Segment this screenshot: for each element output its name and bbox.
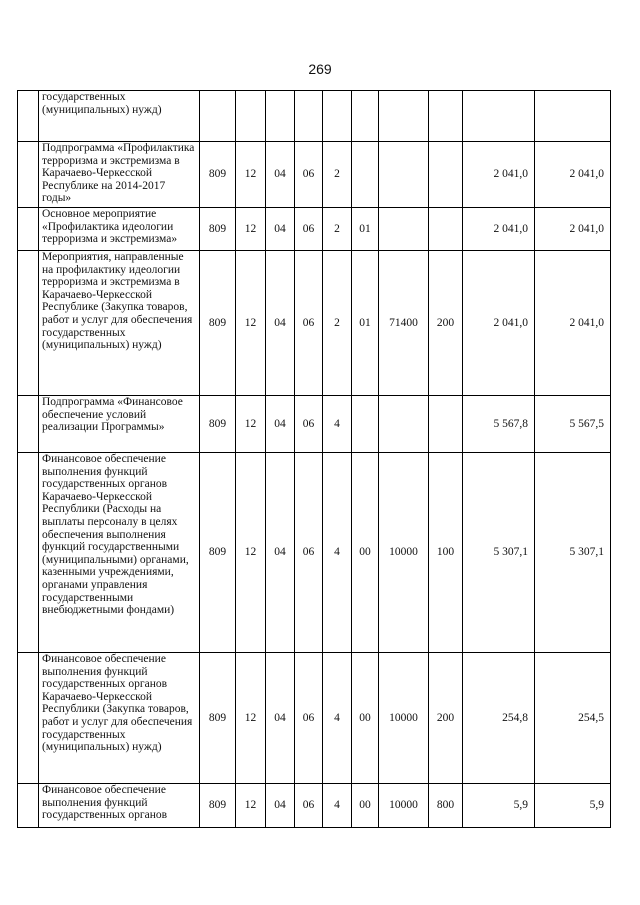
section-code-cell: 12 <box>236 142 266 208</box>
table-row <box>18 396 611 453</box>
expense-type-cell: 800 <box>429 784 463 828</box>
amount-cell: 2 041,0 <box>535 142 611 208</box>
direction-code-cell <box>379 396 429 453</box>
subsection-code-cell: 04 <box>266 396 295 453</box>
program-code-cell <box>295 91 323 142</box>
program-code-cell: 06 <box>295 208 323 251</box>
section-code-cell: 12 <box>236 453 266 653</box>
amount-cell: 5 567,8 <box>463 396 535 453</box>
ministry-code-cell <box>200 91 236 142</box>
direction-code-cell: 10000 <box>379 653 429 784</box>
amount-cell: 2 041,0 <box>463 251 535 396</box>
amount-cell: 2 041,0 <box>463 142 535 208</box>
amount-cell: 5 307,1 <box>535 453 611 653</box>
amount-cell: 5,9 <box>463 784 535 828</box>
subsection-code-cell: 04 <box>266 208 295 251</box>
activity-code-cell <box>352 396 379 453</box>
subprogram-code-cell: 4 <box>323 453 352 653</box>
section-code-cell: 12 <box>236 653 266 784</box>
direction-code-cell: 10000 <box>379 453 429 653</box>
expense-type-cell: 200 <box>429 251 463 396</box>
section-code-cell <box>236 91 266 142</box>
subsection-code-cell: 04 <box>266 453 295 653</box>
budget-table <box>17 90 611 828</box>
ministry-code-cell: 809 <box>200 396 236 453</box>
blank-cell <box>18 784 39 828</box>
amount-cell: 5 567,5 <box>535 396 611 453</box>
blank-cell <box>18 453 39 653</box>
item-name-cell: Основное мероприятие «Профилактика идеологии терроризма и экстремизма» <box>39 208 200 251</box>
activity-code-cell <box>352 142 379 208</box>
subsection-code-cell: 04 <box>266 653 295 784</box>
amount-cell: 254,8 <box>463 653 535 784</box>
activity-code-cell <box>352 91 379 142</box>
amount-cell: 5 307,1 <box>463 453 535 653</box>
subsection-code-cell: 04 <box>266 142 295 208</box>
section-code-cell: 12 <box>236 784 266 828</box>
table-row <box>18 453 611 653</box>
item-name-cell: государственных (муниципальных) нужд) <box>39 91 200 142</box>
subprogram-code-cell <box>323 91 352 142</box>
subprogram-code-cell: 2 <box>323 251 352 396</box>
activity-code-cell: 01 <box>352 208 379 251</box>
expense-type-cell: 100 <box>429 453 463 653</box>
item-name-cell: Подпрограмма «Финансовое обеспечение условий реализации Программы» <box>39 396 200 453</box>
section-code-cell: 12 <box>236 396 266 453</box>
subsection-code-cell <box>266 91 295 142</box>
subsection-code-cell: 04 <box>266 784 295 828</box>
amount-cell: 254,5 <box>535 653 611 784</box>
section-code-cell: 12 <box>236 251 266 396</box>
blank-cell <box>18 251 39 396</box>
activity-code-cell: 01 <box>352 251 379 396</box>
activity-code-cell: 00 <box>352 653 379 784</box>
blank-cell <box>18 91 39 142</box>
blank-cell <box>18 142 39 208</box>
ministry-code-cell: 809 <box>200 142 236 208</box>
expense-type-cell <box>429 91 463 142</box>
direction-code-cell <box>379 142 429 208</box>
table-row <box>18 208 611 251</box>
activity-code-cell: 00 <box>352 453 379 653</box>
ministry-code-cell: 809 <box>200 653 236 784</box>
subprogram-code-cell: 2 <box>323 208 352 251</box>
item-name-cell: Финансовое обеспечение выполнения функций государственных органов <box>39 784 200 828</box>
subprogram-code-cell: 4 <box>323 653 352 784</box>
direction-code-cell: 71400 <box>379 251 429 396</box>
direction-code-cell <box>379 91 429 142</box>
item-name-cell: Мероприятия, направленные на профилактику идеологии терроризма и экстремизма в Карачаево-Черкесской Республике (Закупка товаров, работ и услуг для обеспечения государственных (муниципальных) нужд) <box>39 251 200 396</box>
program-code-cell: 06 <box>295 396 323 453</box>
expense-type-cell: 200 <box>429 653 463 784</box>
ministry-code-cell: 809 <box>200 784 236 828</box>
table-row <box>18 142 611 208</box>
blank-cell <box>18 653 39 784</box>
ministry-code-cell: 809 <box>200 251 236 396</box>
subprogram-code-cell: 4 <box>323 396 352 453</box>
direction-code-cell <box>379 208 429 251</box>
item-name-cell: Подпрограмма «Профилактика терроризма и экстремизма в Карачаево-Черкесской Республике на 2014-2017 годы» <box>39 142 200 208</box>
section-code-cell: 12 <box>236 208 266 251</box>
expense-type-cell <box>429 396 463 453</box>
program-code-cell: 06 <box>295 653 323 784</box>
program-code-cell: 06 <box>295 453 323 653</box>
expense-type-cell <box>429 142 463 208</box>
item-name-cell: Финансовое обеспечение выполнения функций государственных органов Карачаево-Черкесской Республики (Расходы на выплаты персоналу в целях обеспечения выполнения функций государственными (муниципальными) органами, казенными учреждениями, органами управления государственными внебюджетными фондами) <box>39 453 200 653</box>
subprogram-code-cell: 4 <box>323 784 352 828</box>
program-code-cell: 06 <box>295 142 323 208</box>
subsection-code-cell: 04 <box>266 251 295 396</box>
blank-cell <box>18 396 39 453</box>
amount-cell: 5,9 <box>535 784 611 828</box>
program-code-cell: 06 <box>295 784 323 828</box>
program-code-cell: 06 <box>295 251 323 396</box>
amount-cell <box>535 91 611 142</box>
item-name-cell: Финансовое обеспечение выполнения функций государственных органов Карачаево-Черкесской Республики (Закупка товаров, работ и услуг для обеспечения государственных (муниципальных) нужд) <box>39 653 200 784</box>
amount-cell: 2 041,0 <box>535 251 611 396</box>
page-number: 269 <box>308 61 332 77</box>
ministry-code-cell: 809 <box>200 453 236 653</box>
table-row <box>18 784 611 828</box>
amount-cell: 2 041,0 <box>463 208 535 251</box>
ministry-code-cell: 809 <box>200 208 236 251</box>
amount-cell: 2 041,0 <box>535 208 611 251</box>
table-row <box>18 251 611 396</box>
direction-code-cell: 10000 <box>379 784 429 828</box>
blank-cell <box>18 208 39 251</box>
activity-code-cell: 00 <box>352 784 379 828</box>
subprogram-code-cell: 2 <box>323 142 352 208</box>
expense-type-cell <box>429 208 463 251</box>
amount-cell <box>463 91 535 142</box>
table-row <box>18 653 611 784</box>
table-row <box>18 91 611 142</box>
